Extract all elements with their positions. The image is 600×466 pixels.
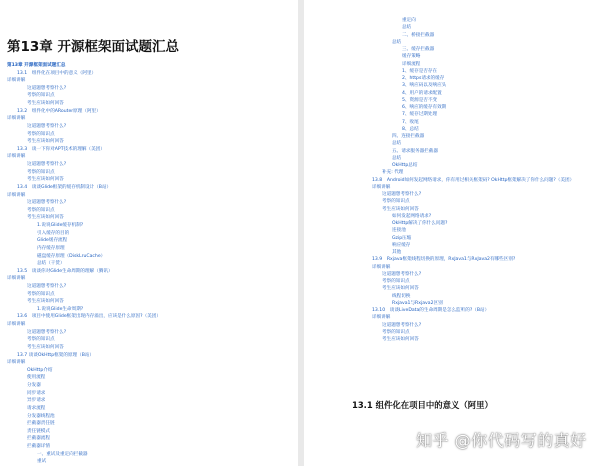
toc-item[interactable]: 详细讲解 <box>7 78 26 84</box>
toc-item[interactable]: Rxjava1与Rxjava2区别 <box>392 300 443 306</box>
toc-item[interactable]: 这道题想考察什么? <box>382 271 422 277</box>
toc-item[interactable]: 考生应该如何回答 <box>27 299 64 305</box>
toc-item[interactable]: 7、缓存过期处理 <box>402 112 438 118</box>
toc-item[interactable]: 详细讲解 <box>7 360 26 366</box>
toc-item[interactable]: 补充: 代理 <box>382 170 404 176</box>
toc-item[interactable]: 内存缓存原理 <box>37 245 65 251</box>
toc-item[interactable]: 详细讲解 <box>372 184 391 190</box>
toc-item[interactable]: 考察的知识点 <box>27 93 55 99</box>
toc-item[interactable]: 引入缓存的目的 <box>37 230 70 236</box>
toc-item[interactable]: 考察的知识点 <box>382 329 410 335</box>
toc-item[interactable]: 磁盘缓存原理（DiskLruCache） <box>37 253 106 259</box>
toc-item[interactable]: 考生应该如何回答 <box>382 206 419 212</box>
toc-item[interactable]: 四、连接拦截器 <box>392 134 425 139</box>
toc-item[interactable]: OkHttp总结 <box>392 163 418 168</box>
toc-item[interactable]: 这道题想考察什么? <box>27 85 67 91</box>
toc-item[interactable]: 详细流程 <box>402 61 421 67</box>
toc-item[interactable]: 1.说说Glide生命周期? <box>37 306 84 312</box>
toc-item[interactable]: 这道题想考察什么? <box>27 162 67 168</box>
toc-item[interactable]: 这道题想考察什么? <box>27 283 67 289</box>
toc-item[interactable]: 13.10 谈谈LiveData的生命周期是怎么监听的?（B站） <box>372 308 490 313</box>
toc-item[interactable]: 分发器 <box>27 383 41 389</box>
toc-item[interactable]: 考生应该如何回答 <box>382 337 419 342</box>
toc-item[interactable]: 详细讲解 <box>7 192 26 198</box>
document-page-left <box>0 0 298 466</box>
toc-item[interactable]: 请求流程 <box>27 405 46 411</box>
toc-item[interactable]: 这道题想考察什么? <box>27 329 67 335</box>
toc-item[interactable]: 二、桥接拦截器 <box>402 32 435 38</box>
toc-item[interactable]: 连接池 <box>392 228 406 234</box>
toc-item[interactable]: 考生应该如何回答 <box>27 101 64 107</box>
toc-item[interactable]: 2、https请求的缓存 <box>402 76 445 81</box>
toc-item[interactable]: 13.7 谈谈OkHttp框架的原理（B站） <box>17 352 95 358</box>
toc-item[interactable]: 4、用户的请求配置 <box>402 90 442 96</box>
toc-item[interactable]: 考生应该如何回答 <box>27 215 64 221</box>
toc-item[interactable]: 五、请求服务器拦截器 <box>392 148 438 154</box>
toc-item[interactable]: OkHttp介绍 <box>27 367 53 373</box>
section-heading: 13.1 组件化在项目中的意义（阿里） <box>352 400 493 410</box>
toc-item[interactable]: 详细讲解 <box>7 322 26 328</box>
toc-item[interactable]: 考察的知识点 <box>382 279 410 284</box>
toc-item[interactable]: 缓存策略 <box>402 54 421 60</box>
toc-item[interactable]: 1.说说Glide缓存机制? <box>37 223 84 229</box>
toc-item[interactable]: 拦截器流程 <box>27 436 50 442</box>
toc-item[interactable]: 13.3 谈一下你对APT技术的理解（美团） <box>17 146 105 152</box>
toc-item[interactable]: 3、响应码以及响应头 <box>402 83 447 89</box>
toc-item[interactable]: 这道题想考察什么? <box>27 200 67 206</box>
toc-item[interactable]: 13.2 组件化中的ARouter原理（阿里） <box>17 108 101 114</box>
toc-item[interactable]: 13.1 组件化在项目中的意义（阿里） <box>17 70 97 76</box>
toc-item[interactable]: 详细讲解 <box>372 264 391 270</box>
toc-item[interactable]: 总结 <box>392 39 402 45</box>
toc-item[interactable]: 13.5 谈谈你对Glide生命周期的理解（腾讯） <box>17 268 113 274</box>
toc-item[interactable]: 这道题想考察什么? <box>382 192 422 197</box>
toc-item[interactable]: 13.6 项目中使用Glide框架出现内存溢出，应该是什么原因?（美团） <box>17 314 161 320</box>
toc-item[interactable]: 考察的知识点 <box>27 207 55 213</box>
toc-item[interactable]: 拦截器详情 <box>27 444 50 449</box>
toc-item[interactable]: 考察的知识点 <box>382 199 410 205</box>
toc-item[interactable]: 考生应该如何回答 <box>27 344 64 350</box>
watermark: 知乎 @你代码写的真好 <box>416 431 587 450</box>
toc-item[interactable]: 6、响应的缓存有效期 <box>402 105 447 110</box>
toc-item[interactable]: 第13章 开源框架面试题汇总 <box>7 63 66 68</box>
toc-item[interactable]: 一、重试及重定向拦截器 <box>37 451 88 457</box>
toc-item[interactable]: 13.4 谈谈Glide框架的缓存机制设计（B站） <box>17 184 112 190</box>
toc-item[interactable]: 考生应该如何回答 <box>27 177 64 183</box>
toc-item[interactable]: 三、缓存拦截器 <box>402 47 435 52</box>
toc-item[interactable]: 线程切换 <box>392 293 411 299</box>
toc-item[interactable]: 重定向 <box>402 18 416 23</box>
toc-item[interactable]: 详细讲解 <box>7 116 26 122</box>
toc-item[interactable]: OkHttp解决了你什么问题? <box>392 221 448 226</box>
toc-item[interactable]: 考察的知识点 <box>27 337 55 343</box>
toc-item[interactable]: 异步请求 <box>27 398 46 404</box>
toc-item[interactable]: 总结 <box>392 155 402 161</box>
toc-item[interactable]: Gzip压缩 <box>392 235 412 241</box>
toc-item[interactable]: 响应缓存 <box>392 242 411 248</box>
toc-item[interactable]: 责任链模式 <box>27 428 50 434</box>
toc-item[interactable]: 其他 <box>392 250 402 255</box>
toc-item[interactable]: 7、收尾 <box>402 119 419 125</box>
toc-item[interactable]: 考生应该如何回答 <box>382 286 419 292</box>
toc-item[interactable]: 拦截器责任链 <box>27 421 55 427</box>
document-page-right <box>304 0 600 466</box>
toc-item[interactable]: 13.8 Android如何发起网络请求，你有用过相关框架码? OkHttp框架解决了你什么问题?（美团） <box>372 177 575 183</box>
toc-item[interactable]: 重试 <box>37 459 47 465</box>
toc-item[interactable]: 考生应该如何回答 <box>27 139 64 145</box>
toc-item[interactable]: 使用流程 <box>27 375 46 381</box>
toc-item[interactable]: Glide缓存流程 <box>37 238 68 244</box>
toc-item[interactable]: 考察的知识点 <box>27 169 55 175</box>
toc-item[interactable]: 总结（干货） <box>37 261 65 267</box>
toc-item[interactable]: 详细讲解 <box>372 315 391 321</box>
toc-item[interactable]: 这道题想考察什么? <box>382 322 422 328</box>
toc-item[interactable]: 13.9 Rxjava框架线程切换的原理，RxJava1与RxJava2有哪些区别? <box>372 257 516 263</box>
toc-item[interactable]: 同步请求 <box>27 390 46 396</box>
toc-item[interactable]: 详细讲解 <box>7 276 26 282</box>
toc-item[interactable]: 这道题想考察什么? <box>27 123 67 129</box>
toc-item[interactable]: 分发器线程池 <box>27 413 55 419</box>
toc-item[interactable]: 1、缓存是否存在 <box>402 68 438 74</box>
toc-item[interactable]: 考察的知识点 <box>27 291 55 297</box>
toc-item[interactable]: 考察的知识点 <box>27 131 55 137</box>
toc-item[interactable]: 5、资源是否不变 <box>402 97 438 103</box>
toc-item[interactable]: 总结 <box>402 25 412 31</box>
toc-item[interactable]: 总结 <box>392 141 402 147</box>
toc-item[interactable]: 如何发起网络请求? <box>392 213 432 219</box>
toc-item[interactable]: 8、总结 <box>402 126 419 132</box>
chapter-title: 第13章 开源框架面试题汇总 <box>7 39 179 55</box>
toc-item[interactable]: 详细讲解 <box>7 154 26 160</box>
